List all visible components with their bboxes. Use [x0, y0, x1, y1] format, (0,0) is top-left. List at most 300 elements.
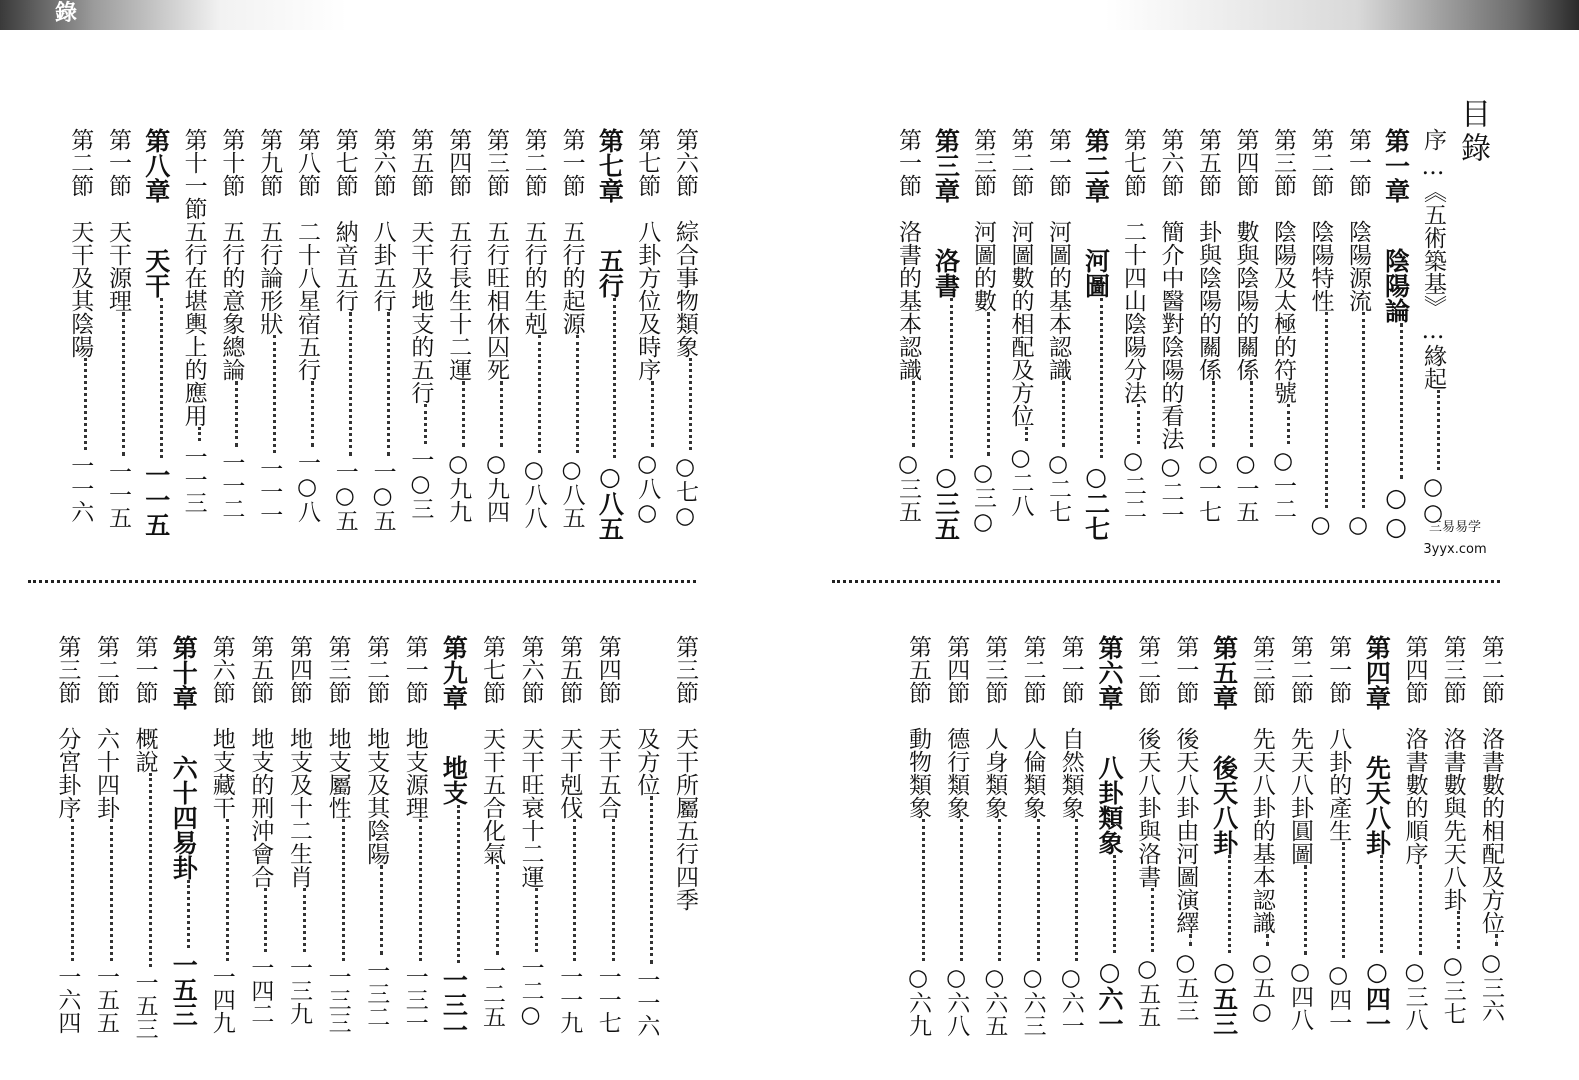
page-number: 一五五 [93, 965, 119, 1034]
dot-leader [950, 298, 953, 458]
dot-leader [380, 865, 383, 955]
section-label: 第二節 [1287, 635, 1313, 704]
entry-title: 地支及其陰陽 [363, 727, 390, 865]
page-number: 一一一 [256, 457, 283, 526]
dot-leader [613, 298, 616, 458]
page-number: ○九四 [483, 451, 509, 523]
dot-leader [1189, 934, 1192, 946]
entry-title: 自然類象 [1057, 727, 1084, 819]
dot-leader [1342, 842, 1345, 958]
entry-title: 五行 [595, 248, 625, 298]
section-label: 第十節 [218, 128, 245, 197]
section-entry [1287, 635, 1313, 1065]
section-label: 第六章 [1095, 635, 1124, 710]
page-number: ○一五 [1232, 451, 1259, 523]
dot-leader [419, 819, 422, 961]
dot-leader [500, 381, 503, 447]
section-entry [247, 635, 273, 1065]
dot-leader [311, 381, 314, 447]
dot-leader [1037, 819, 1040, 961]
dot-leader [535, 888, 538, 952]
entry-title: 先天八卦的基本認識 [1248, 727, 1275, 934]
section-label: 第六節 [208, 635, 235, 704]
page-number: 一三二 [363, 959, 390, 1028]
section-entry [1172, 635, 1198, 1065]
section-entry [1134, 635, 1160, 1065]
section-label: 第二節 [93, 635, 119, 704]
section-entry [363, 635, 389, 1065]
entry-title: 二十八星宿五行 [294, 220, 320, 381]
page-number: 一三三 [324, 965, 351, 1034]
section-label: 第一節 [131, 635, 158, 704]
page-number: ○四一 [1325, 962, 1352, 1034]
section-entry [54, 635, 80, 1065]
section-label: 第四節 [1232, 128, 1259, 197]
section-entry [521, 128, 547, 560]
dot-leader [1419, 865, 1422, 955]
toc-heading: 目錄 [1455, 98, 1490, 166]
section-entry [1045, 128, 1071, 560]
preface-entry [1420, 128, 1446, 560]
section-entry [294, 128, 320, 560]
section-label: 第九節 [256, 128, 283, 197]
page-number: ○三○ [970, 460, 996, 535]
section-label: 第五章 [1209, 635, 1239, 710]
section-label: 第三節 [54, 635, 81, 704]
section-entry [1233, 128, 1259, 560]
section-entry [209, 635, 235, 1065]
page-number: 一一五 [105, 460, 131, 529]
page-number: 一三九 [286, 956, 312, 1025]
page-number: 一○五 [331, 460, 358, 532]
entry-title: 洛書數的相配及方位 [1478, 727, 1504, 934]
page-number: 一一九 [556, 965, 583, 1034]
chapter-heading [1362, 635, 1392, 1065]
section-label: 第三章 [931, 128, 961, 203]
section-entry [1402, 635, 1428, 1065]
section-entry [67, 128, 93, 560]
dot-leader [576, 335, 579, 453]
section-entry [1270, 128, 1296, 560]
entry-title: 河圖 [1081, 248, 1111, 298]
page-number: ○二七 [1081, 462, 1111, 541]
entry-title: 八卦方位及時序 [634, 220, 661, 381]
dot-leader [303, 888, 306, 952]
section-label: 第一節 [895, 128, 921, 197]
entry-title: 五行的意象總論 [218, 220, 245, 381]
page-number: 一一五 [141, 462, 171, 537]
entry-title: 二十四山陰陽分法 [1120, 220, 1146, 404]
entry-title: 動物類象 [905, 727, 931, 819]
section-entry [445, 128, 471, 560]
section-label: 第十章 [169, 635, 199, 710]
entry-title: 天干五合化氣 [479, 727, 505, 865]
dot-leader [1325, 312, 1328, 508]
section-entry [905, 635, 931, 1065]
section-label: 第八節 [294, 128, 320, 197]
section-entry [105, 128, 131, 560]
watermark-url: 3yyx.com [1423, 542, 1487, 557]
section-label: 第二節 [67, 128, 94, 197]
section-entry [1308, 128, 1334, 560]
entry-title: 人倫類象 [1019, 727, 1046, 819]
section-label: 第一節 [1172, 635, 1199, 704]
dot-leader [1075, 819, 1078, 961]
dot-leader [573, 819, 576, 961]
page-number: ○二一 [1157, 454, 1184, 526]
page-number: 一四九 [208, 965, 235, 1034]
entry-title: 地支源理 [401, 727, 428, 819]
dot-leader [273, 335, 276, 453]
dot-leader [349, 312, 352, 456]
entry-title: 天干及其陰陽 [67, 220, 94, 358]
entry-title: 陰陽論 [1381, 248, 1411, 323]
chapter-heading [1096, 635, 1122, 1065]
dot-leader [1380, 855, 1383, 953]
page-number: ○二八 [1007, 445, 1034, 517]
entry-title: 河圖數的相配及方位 [1007, 220, 1034, 427]
chapter-heading [143, 128, 169, 560]
section-entry [1120, 128, 1146, 560]
page-number: 一五三 [131, 971, 158, 1040]
dot-leader [496, 865, 499, 955]
section-entry [970, 128, 996, 560]
section-label: 第五節 [407, 128, 434, 197]
page-number: 一二○ [517, 956, 544, 1028]
section-label: 第三節 [981, 635, 1008, 704]
section-label: 第一節 [401, 635, 428, 704]
entry-title: 綜合事物類象 [672, 220, 698, 358]
page-number: ○四一 [1362, 957, 1392, 1036]
section-entry [595, 635, 621, 1065]
section-label: 第四節 [594, 635, 621, 704]
page-number: ○三六 [1478, 950, 1504, 1022]
entry-title: 先天八卦圓圖 [1287, 727, 1313, 865]
section-entry [181, 128, 207, 560]
entry-title: 先天八卦 [1362, 755, 1392, 855]
dot-leader [457, 805, 460, 963]
entry-title: 天干 [141, 248, 171, 298]
entry-title: 洛書的基本認識 [895, 220, 921, 381]
dot-leader [1100, 298, 1103, 458]
page-number: 一○八 [294, 451, 320, 523]
section-label: 第四節 [445, 128, 472, 197]
dot-leader [187, 880, 190, 948]
section-entry [1008, 128, 1034, 560]
page-number: 一三一 [439, 967, 469, 1042]
entry-title: 及方位 [633, 727, 660, 796]
entry-title: 五行的生剋 [520, 220, 547, 335]
section-entry [325, 635, 351, 1065]
page-number: ○九九 [445, 451, 472, 523]
dot-leader [612, 819, 615, 961]
entry-title: 六十四卦 [93, 727, 119, 819]
section-label: 第九章 [439, 635, 469, 710]
section-label: 第二節 [1007, 128, 1034, 197]
page-number: ○六一 [1057, 965, 1084, 1037]
section-entry [1325, 635, 1351, 1065]
entry-title: 簡介中醫對陰陽的看法 [1157, 220, 1184, 450]
chapter-heading [1083, 128, 1109, 560]
entry-title: 後天八卦由河圖演繹 [1172, 727, 1199, 934]
entry-title: 五行的起源 [558, 220, 585, 335]
section-entry [559, 128, 585, 560]
chapter-heading [169, 635, 199, 1065]
section-label: 第一節 [105, 128, 131, 197]
dot-leader [1400, 323, 1403, 479]
section-entry [1058, 635, 1084, 1065]
dot-leader [71, 819, 74, 961]
section-label: 第六節 [369, 128, 396, 197]
section-label: 第七節 [634, 128, 661, 197]
section-label: 第三節 [483, 128, 509, 197]
section-entry [402, 635, 428, 1065]
entry-title: 陰陽源流 [1345, 220, 1371, 312]
section-entry [218, 128, 244, 560]
section-label: 第四節 [943, 635, 970, 704]
section-entry [132, 635, 158, 1065]
section-label: 第二節 [1134, 635, 1161, 704]
section-label: 第二節 [1019, 635, 1046, 704]
section-entry [1195, 128, 1221, 560]
entry-title: 地支的刑沖會合 [247, 727, 274, 888]
section-label: 第五節 [556, 635, 583, 704]
entry-title: 地支及十二生肖 [286, 727, 312, 888]
entry-title: 天干及地支的五行 [407, 220, 434, 404]
dot-leader [110, 819, 113, 961]
dot-leader [922, 819, 925, 961]
page-number: 一一六 [67, 454, 94, 523]
page-number: ○六五 [981, 965, 1008, 1037]
page-number: ○七○ [672, 454, 698, 529]
entry-title: 天干所屬五行四季 [672, 727, 698, 911]
section-entry [672, 635, 698, 1065]
entry-title: 天干剋伐 [556, 727, 583, 819]
page-number: ○三八 [1401, 959, 1428, 1031]
dot-leader [1304, 865, 1307, 955]
section-label: 第四節 [286, 635, 312, 704]
section-label: 第四章 [1362, 635, 1392, 710]
section-label: 第一節 [1345, 128, 1371, 197]
dot-leader [1151, 888, 1154, 952]
section-entry [93, 635, 119, 1065]
entry-title: 洛書 [931, 248, 961, 298]
dot-leader [198, 427, 201, 441]
section-entry [634, 128, 660, 560]
section-label: 第二章 [1081, 128, 1111, 203]
entry-title: 五行長生十二運 [445, 220, 472, 381]
dot-leader [160, 298, 163, 458]
corner-header-text: 錄 [55, 0, 78, 26]
page-number: 一二五 [479, 959, 505, 1028]
section-label: 第十一節 [180, 128, 207, 220]
entry-title: 卦與陰陽的關係 [1195, 220, 1221, 381]
page-number: ○三七 [1439, 953, 1466, 1025]
dot-leader [387, 312, 390, 456]
section-label: 第七節 [331, 128, 358, 197]
page-number: ○八五 [595, 462, 625, 541]
entry-title: 德行類象 [943, 727, 970, 819]
section-entry [1158, 128, 1184, 560]
entry-title: 陰陽特性 [1307, 220, 1334, 312]
chapter-heading [595, 128, 625, 560]
page-number: 一三一 [401, 965, 428, 1034]
dot-leader [998, 819, 1001, 961]
section-entry [332, 128, 358, 560]
entry-title: 陰陽及太極的符號 [1270, 220, 1296, 404]
section-label: 序 [1420, 128, 1446, 151]
dot-leader [424, 404, 427, 444]
dot-leader [1250, 381, 1253, 447]
dot-leader [84, 358, 87, 450]
section-entry [895, 128, 921, 560]
page-number: ○五三 [1209, 957, 1239, 1036]
page-number: ○八八 [520, 457, 547, 529]
dot-leader [1025, 427, 1028, 441]
chapter-heading [933, 128, 959, 560]
dot-leader [122, 312, 125, 456]
dot-leader [1266, 934, 1269, 946]
section-entry [633, 635, 659, 1065]
section-entry [407, 128, 433, 560]
entry-title: 地支 [439, 755, 469, 805]
entry-title: 後天八卦 [1209, 755, 1239, 855]
entry-title: 概說 [131, 727, 158, 773]
dot-leader [1495, 934, 1498, 946]
section-label: 第三節 [324, 635, 351, 704]
chapter-heading [439, 635, 469, 1065]
entry-title: 地支屬性 [324, 727, 351, 819]
section-label: 第一節 [1057, 635, 1084, 704]
section-entry [1478, 635, 1504, 1065]
page-number: ○六一 [1095, 957, 1124, 1036]
section-entry [1440, 635, 1466, 1065]
page-number: ○二二 [1120, 448, 1146, 520]
page-number: ○ [1307, 512, 1334, 538]
page-number: 一一三 [180, 445, 207, 514]
section-entry [479, 635, 505, 1065]
entry-title: 八卦五行 [369, 220, 396, 312]
page-number: 一一二 [218, 451, 245, 520]
dot-leader [1212, 381, 1215, 447]
page-number: 一五三 [169, 952, 199, 1027]
page-number: 一一六 [633, 968, 660, 1037]
dot-leader [1457, 911, 1460, 949]
entry-title: 八卦的產生 [1325, 727, 1352, 842]
dot-leader [462, 381, 465, 447]
section-label: 第五節 [247, 635, 274, 704]
section-entry [518, 635, 544, 1065]
section-entry [370, 128, 396, 560]
page-number: ○六八 [943, 965, 970, 1037]
dot-leader [651, 381, 654, 447]
section-label: 第六節 [517, 635, 544, 704]
dot-leader [960, 819, 963, 961]
section-label: 第三節 [1270, 128, 1296, 197]
section-label: 第五節 [1195, 128, 1221, 197]
section-entry [556, 635, 582, 1065]
entry-title: 天干五合 [594, 727, 621, 819]
divider-left [28, 580, 696, 583]
dot-leader [342, 819, 345, 961]
entry-title: 後天八卦與洛書 [1134, 727, 1161, 888]
entry-title: 人身類象 [981, 727, 1008, 819]
dot-leader [235, 381, 238, 447]
entry-title: 五行論形狀 [256, 220, 283, 335]
dot-leader [1137, 404, 1140, 444]
entry-title: 河圖的基本認識 [1045, 220, 1071, 381]
divider-right [832, 580, 1500, 583]
dot-leader [912, 381, 915, 447]
section-entry [1020, 635, 1046, 1065]
dot-leader [650, 796, 653, 964]
page-number: ○ [1345, 512, 1371, 538]
page-number: 一一七 [594, 965, 621, 1034]
page-number: ○五五 [1134, 956, 1161, 1028]
section-label: 第二節 [363, 635, 390, 704]
section-label: 第二節 [1478, 635, 1504, 704]
dot-leader [1287, 404, 1290, 444]
chapter-heading [1383, 128, 1409, 560]
section-label: 第一節 [1045, 128, 1071, 197]
section-label: 第一節 [558, 128, 585, 197]
dot-leader [1113, 855, 1116, 953]
page-number: 一○三 [407, 448, 434, 520]
dot-leader [264, 888, 267, 952]
page-number: ○一七 [1195, 451, 1221, 523]
entry-title: 地支藏干 [208, 727, 235, 819]
section-label: 第三節 [1439, 635, 1466, 704]
section-entry [256, 128, 282, 560]
section-entry [286, 635, 312, 1065]
dot-leader [1437, 390, 1440, 470]
page-number: ○八○ [634, 451, 661, 526]
section-label: 第三節 [672, 635, 698, 704]
entry-title: 天干源理 [105, 220, 131, 312]
section-entry [1249, 635, 1275, 1065]
page-number: ○○ [1381, 483, 1411, 541]
page-number: ○四八 [1287, 959, 1313, 1031]
section-label: 第五節 [905, 635, 931, 704]
page-number: ○一二 [1270, 448, 1296, 520]
section-label: 第七節 [1120, 128, 1146, 197]
entry-title: 數與陰陽的關係 [1232, 220, 1259, 381]
chapter-heading [1211, 635, 1237, 1065]
section-label: 第一章 [1381, 128, 1411, 203]
section-label: 第三節 [1248, 635, 1275, 704]
dot-leader [1362, 312, 1365, 508]
page-number: ○三五 [895, 451, 921, 523]
page-number: ○三五 [931, 462, 961, 541]
section-entry [1345, 128, 1371, 560]
dot-leader [226, 819, 229, 961]
entry-title: 洛書數與先天八卦 [1439, 727, 1466, 911]
section-label: 第八章 [141, 128, 171, 203]
section-label: 第二節 [520, 128, 547, 197]
entry-title: 天干旺衰十二運 [517, 727, 544, 888]
dot-leader [1228, 855, 1231, 953]
watermark-name: 三易易学 [1428, 520, 1481, 535]
entry-title: 五行旺相休囚死 [483, 220, 509, 381]
entry-title: 六十四易卦 [169, 755, 199, 880]
page-number: 一四二 [247, 956, 274, 1025]
page-number: ○五○ [1248, 950, 1275, 1025]
section-label: 第七節 [479, 635, 505, 704]
entry-title: 河圖的數 [970, 220, 996, 312]
entry-title: 洛書數的順序 [1401, 727, 1428, 865]
section-label: 第三節 [970, 128, 996, 197]
section-label: 第六節 [672, 128, 698, 197]
